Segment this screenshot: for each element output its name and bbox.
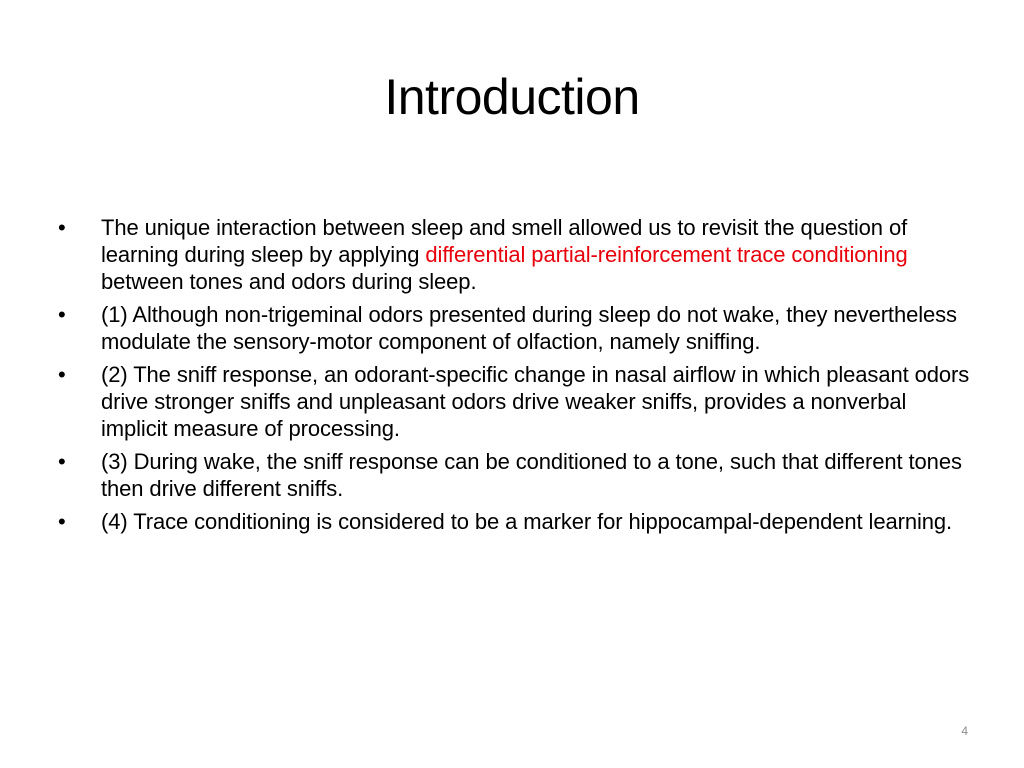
- bullet-item-3: [58, 361, 978, 442]
- bullet-2-text: (1) Although non-trigeminal odors presented during sleep do not wake, they nevertheless modulate the sensory-motor component of olfaction, namely sniffing.: [101, 302, 957, 354]
- bullet-4-text: (3) During wake, the sniff response can be conditioned to a tone, such that different tones then drive different sniffs.: [101, 449, 962, 501]
- bullet-item-2: [58, 301, 978, 355]
- slide-title: Introduction: [384, 69, 640, 125]
- bullet-icon: •: [58, 362, 66, 387]
- bullet-3-text: (2) The sniff response, an odorant-specific change in nasal airflow in which pleasant odors drive stronger sniffs and unpleasant odors drive weaker sniffs, provides a nonverbal implicit measure of processing.: [101, 362, 970, 441]
- bullet-1-highlight: differential partial-reinforcement trace conditioning: [425, 242, 908, 267]
- bullet-5-text: (4) Trace conditioning is considered to be a marker for hippocampal-dependent learning.: [101, 509, 953, 534]
- bullet-item-4: [58, 448, 978, 502]
- bullet-1-text-before: The unique interaction between sleep and smell allowed us to revisit the question of learning during sleep by applying: [101, 215, 908, 267]
- bullet-1-text-after: between tones and odors during sleep.: [101, 269, 477, 294]
- bullet-list: [58, 214, 978, 541]
- bullet-icon: •: [58, 302, 66, 327]
- bullet-item-1: [58, 214, 978, 295]
- bullet-icon: •: [58, 509, 66, 534]
- bullet-icon: •: [58, 215, 66, 240]
- bullet-icon: •: [58, 449, 66, 474]
- page-number: 4: [961, 724, 968, 738]
- bullet-item-5: [58, 508, 978, 535]
